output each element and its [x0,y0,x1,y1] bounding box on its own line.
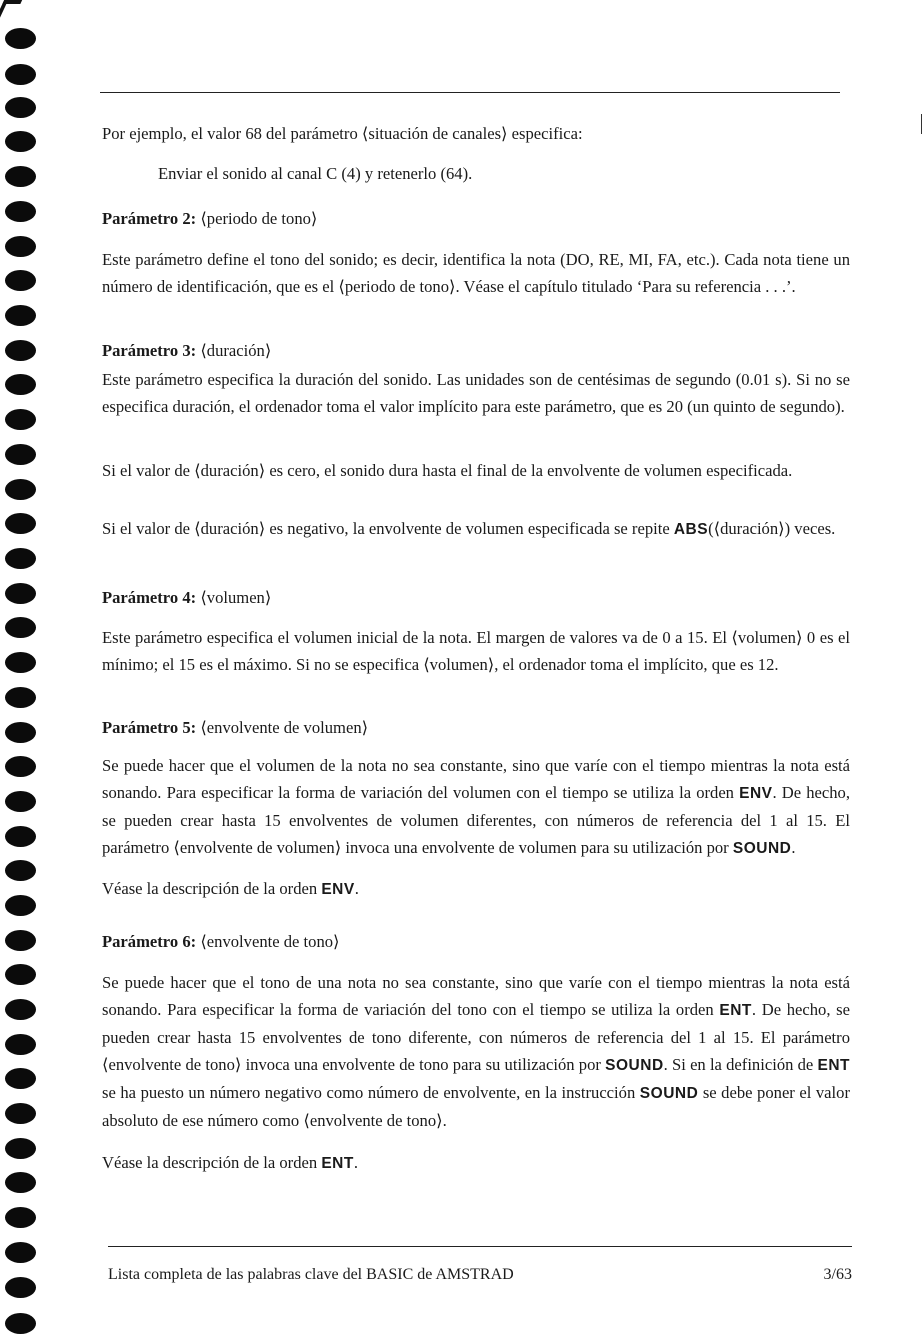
paragraph-text: . De hecho, se pueden crear hasta 15 envolventes de tono diferente, con números de referencia del 1 al 15. El parámetro ⟨envolvente de tono⟩ invoca una envolvente de tono para su utilización por [102,1000,850,1074]
keyword: SOUND [639,1085,699,1102]
parameter-heading [102,714,850,741]
paragraph-text: Se puede hacer que el tono de una nota no sea constante, sino que varíe con el tiempo mientras la nota está sonando. Para especificar la forma de variación del tono con el tiempo se utiliza la orden [102,973,850,1019]
binding-hole [5,305,36,326]
binding-hole [5,1068,36,1089]
binding-hole [5,1034,36,1055]
edge-scan-mark [921,114,922,134]
binding-hole [5,201,36,222]
parameter-name: ⟨duración⟩ [200,341,272,360]
binding-hole [5,1242,36,1263]
paragraph-text: . [354,879,359,898]
paragraph-text: Véase la descripción de la orden [102,1153,322,1172]
keyword: ENT [817,1057,851,1074]
keyword: ENT [719,1002,752,1019]
paragraph-text: (⟨duración⟩) veces. [708,519,836,538]
binding-hole [5,722,36,743]
binding-hole [5,374,36,395]
binding-hole [5,1313,36,1334]
parameter-name: ⟨volumen⟩ [200,588,272,607]
binding-hole [5,1138,36,1159]
binding-hole [5,444,36,465]
binding-hole [5,687,36,708]
binding-hole [5,826,36,847]
binding-hole [5,513,36,534]
paragraph-text: . De hecho, se pueden crear hasta 15 envolventes de volumen diferentes, con números de referencia del 1 al 15. El parámetro ⟨envolvente de volumen⟩ invoca una envolvente de volumen para su utilización por [102,783,850,857]
footer-title: Lista completa de las palabras clave del BASIC de AMSTRAD [108,1266,514,1283]
paragraph: Este parámetro define el tono del sonido; es decir, identifica la nota (DO, RE, MI, FA, etc.). Cada nota tiene un número de identificación, que es el ⟨periodo de tono⟩. Véase el capítulo titulado ‘Para su referencia . . .’. [102,250,850,296]
binding-hole [5,340,36,361]
binding-hole [5,131,36,152]
binding-hole [5,860,36,881]
parameter-name: ⟨envolvente de volumen⟩ [200,718,369,737]
paragraph: Este parámetro especifica el volumen inicial de la nota. El margen de valores va de 0 a 15. El ⟨volumen⟩ 0 es el mínimo; el 15 es el máximo. Si no se especifica ⟨volumen⟩, el ordenador toma el implícito, que es 12. [102,628,850,674]
binding-hole [5,583,36,604]
paragraph-text: se ha puesto un número negativo como número de envolvente, en la instrucción [102,1083,640,1102]
paragraph: Por ejemplo, el valor 68 del parámetro ⟨situación de canales⟩ especifica: [102,124,583,143]
paragraph-text: Si el valor de ⟨duración⟩ es negativo, la envolvente de volumen especificada se repite [102,519,674,538]
binding-hole [5,964,36,985]
paragraph-text: . [791,838,796,857]
binding-hole [5,791,36,812]
binding-hole [5,652,36,673]
parameter-heading [102,584,850,611]
parameter-name: ⟨envolvente de tono⟩ [200,932,340,951]
binding-hole [5,1172,36,1193]
binding-hole [5,617,36,638]
parameter-label: Parámetro 5: [102,718,197,737]
paragraph [102,1149,850,1177]
binding-hole [5,97,36,118]
binding-hole [5,409,36,430]
binding-hole [5,548,36,569]
page-number: 3/63 [823,1266,852,1283]
keyword: ENV [321,881,355,898]
binding-hole [5,236,36,257]
parameter-label: Parámetro 4: [102,588,197,607]
page-footer [108,1266,852,1284]
binding-holes [0,0,60,1334]
binding-hole [5,166,36,187]
paragraph-text: . Si en la definición de [663,1055,818,1074]
paragraph [102,875,850,903]
paragraph-text: se debe poner el valor absoluto de ese número como ⟨envolvente de tono⟩. [102,1083,850,1130]
binding-hole [5,756,36,777]
parameter-label: Parámetro 2: [102,209,197,228]
paragraph-text: . [353,1153,358,1172]
binding-hole [5,1103,36,1124]
keyword: ABS [673,521,709,538]
binding-hole [5,64,36,85]
paragraph [102,515,850,543]
binding-hole [5,1207,36,1228]
keyword: ENV [739,785,773,802]
paragraph: Si el valor de ⟨duración⟩ es cero, el sonido dura hasta el final de la envolvente de volumen especificada. [102,461,793,480]
binding-hole [5,479,36,500]
binding-hole [5,1277,36,1298]
keyword: SOUND [605,1057,664,1074]
binding-hole [5,999,36,1020]
paragraph [102,969,850,1134]
parameter-heading [102,337,850,364]
parameter-heading [102,205,850,232]
parameter-label: Parámetro 6: [102,932,197,951]
indented-example: Enviar el sonido al canal C (4) y retenerlo (64). [158,164,473,183]
binding-hole [5,270,36,291]
binding-hole [5,930,36,951]
parameter-heading [102,928,850,955]
paragraph-text: Véase la descripción de la orden [102,879,322,898]
header-rule [100,92,840,93]
keyword: SOUND [732,840,792,857]
parameter-label: Parámetro 3: [102,341,197,360]
keyword: ENT [321,1155,354,1172]
parameter-name: ⟨periodo de tono⟩ [200,209,318,228]
paragraph: Este parámetro especifica la duración del sonido. Las unidades son de centésimas de segundo (0.01 s). Si no se especifica duración, el ordenador toma el valor implícito para este parámetro, que es 20 (un quinto de segundo). [102,370,850,416]
paragraph-text: Se puede hacer que el volumen de la nota no sea constante, sino que varíe con el tiempo mientras la nota está sonando. Para especificar la forma de variación del volumen con el tiempo se utiliza la orden [102,756,850,802]
binding-hole [5,28,36,49]
binding-hole [5,895,36,916]
footer-rule [108,1246,852,1247]
paragraph [102,752,850,862]
